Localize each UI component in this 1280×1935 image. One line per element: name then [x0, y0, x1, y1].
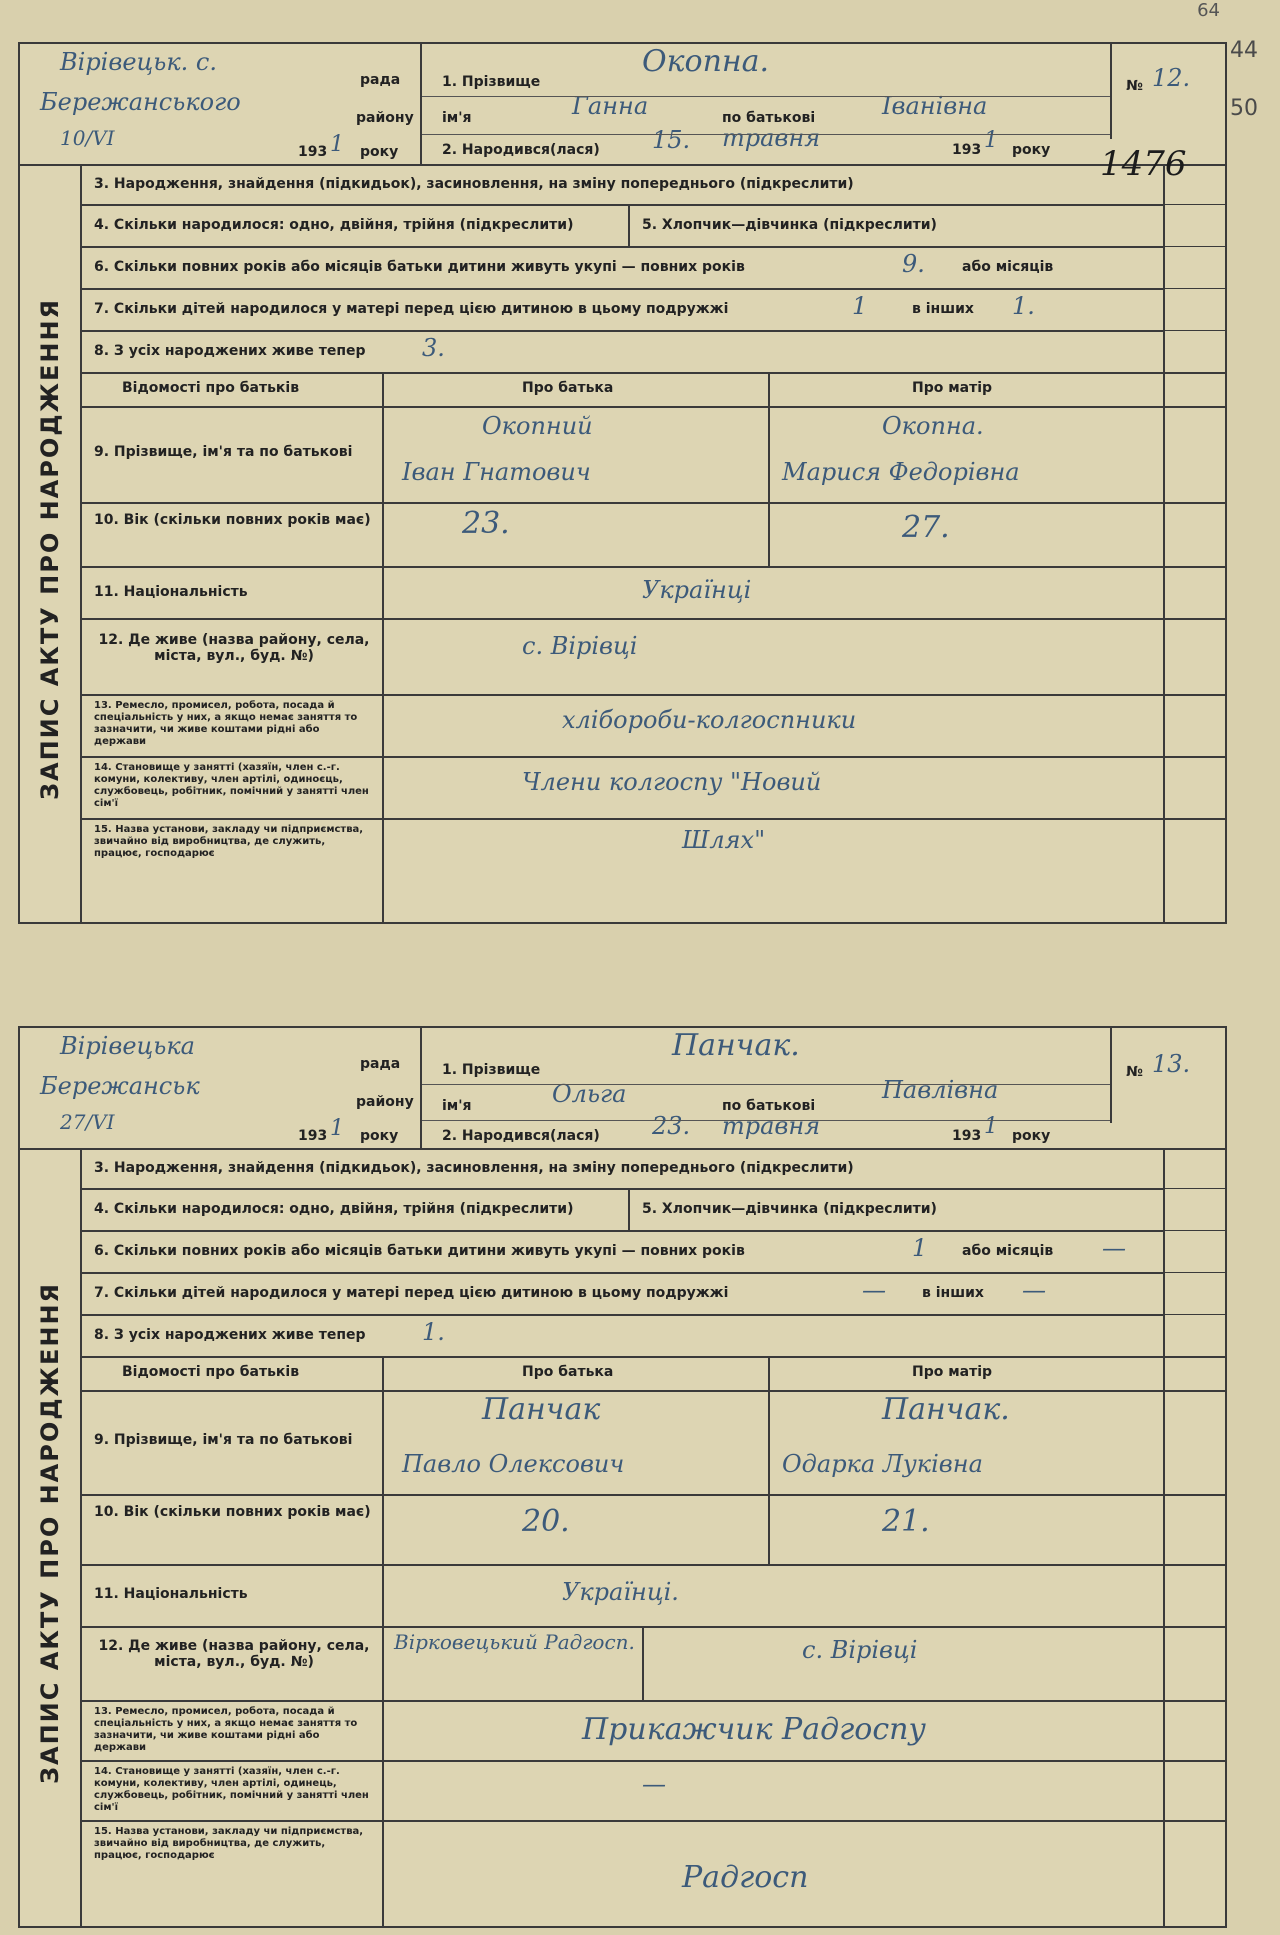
row-q4-q5 — [82, 204, 1165, 248]
mother-name: Одарка Луківна — [782, 1450, 983, 1478]
archive-stamp-number: 1476 — [1100, 144, 1187, 184]
q8-value: 1. — [422, 1318, 445, 1346]
father-surname: Панчак — [482, 1392, 601, 1427]
q12-label: 12. Де живе (назва району, села, міста, вул., буд. №) — [98, 1638, 370, 1670]
rada-label: рада — [360, 72, 401, 88]
side-title: ЗАПИС АКТУ ПРО НАРОДЖЕННЯ — [36, 297, 64, 801]
record-number-box — [1110, 44, 1227, 139]
born-day: 15. — [652, 126, 691, 154]
born-year-suffix: 1 — [984, 128, 998, 153]
q15-label: 15. Назва установи, закладу чи підприємства, звичайно від виробництва, де служить, працює, господарює — [94, 824, 364, 859]
registry-office-block — [20, 1028, 422, 1148]
row-q11 — [82, 1564, 1225, 1628]
q6-years: 1 — [912, 1234, 928, 1262]
row-q12 — [82, 1626, 1225, 1702]
q9-label: 9. Прізвище, ім'я та по батькові — [94, 444, 353, 460]
born-label: 2. Народився(лася) — [442, 142, 600, 158]
q7-label: 7. Скільки дітей народилося у матері перед цією дитиною в цьому подружжі — [94, 301, 729, 317]
q6-months-label: або місяців — [962, 259, 1054, 275]
year-suffix: 1 — [330, 1116, 344, 1141]
q15-label: 15. Назва установи, закладу чи підприємства, звичайно від виробництва, де служить, працює, господарює — [94, 1826, 364, 1861]
father-name: Павло Олексович — [402, 1450, 625, 1478]
rayon-value: Бережанськ — [40, 1072, 200, 1100]
divider — [422, 134, 1112, 135]
mother-surname: Окопна. — [882, 412, 984, 440]
institution: Радгосп — [682, 1860, 809, 1895]
mother-surname: Панчак. — [882, 1392, 1010, 1427]
rada-value: Вірівецька — [60, 1032, 195, 1060]
occupation: Прикажчик Радгоспу — [582, 1712, 926, 1747]
born-year-prefix: 193 — [952, 1128, 982, 1144]
position: Члени колгоспу "Новий — [522, 768, 822, 796]
q13-label: 13. Ремесло, промисел, робота, посада й спеціальність у них, а якщо немає заняття то зазначити, чи живе коштами рідні або держави — [94, 700, 358, 747]
child-name: Ганна — [572, 92, 649, 120]
row-q3 — [82, 1148, 1165, 1190]
side-title: ЗАПИС АКТУ ПРО НАРОДЖЕННЯ — [36, 1281, 64, 1785]
q7-other-marriages: — — [1022, 1276, 1046, 1304]
row-q8 — [82, 330, 1225, 374]
q7-other-label: в інших — [922, 1285, 984, 1301]
q13-label: 13. Ремесло, промисел, робота, посада й спеціальність у них, а якщо немає заняття то зазначити, чи живе коштами рідні або держави — [94, 1706, 358, 1753]
record-header — [20, 1028, 1225, 1150]
q10-label: 10. Вік (скільки повних років має) — [94, 512, 371, 528]
mother-name: Марися Федорівна — [782, 458, 1020, 486]
q8-label: 8. З усіх народжених живе тепер — [94, 1327, 366, 1343]
row-q9 — [82, 406, 1225, 504]
born-month: травня — [722, 124, 821, 152]
rada-value: Вірівецьк. с. — [60, 48, 217, 76]
row-q15 — [82, 1820, 1225, 1926]
parents-header: Відомості про батьків — [122, 1364, 300, 1380]
row-q15 — [82, 818, 1225, 922]
name-label: ім'я — [442, 1098, 472, 1114]
row-q13 — [82, 694, 1225, 758]
occupation: хлібороби-колгоспники — [562, 706, 857, 734]
year-label: року — [360, 1128, 399, 1144]
q4-label: 4. Скільки народилося: одно, двійня, трійня (підкреслити) — [94, 217, 574, 233]
q6-months: — — [1102, 1234, 1126, 1262]
q7-label: 7. Скільки дітей народилося у матері перед цією дитиною в цьому подружжі — [94, 1285, 729, 1301]
divider — [422, 1084, 1112, 1085]
record-body — [80, 1148, 1225, 1926]
child-name: Ольга — [552, 1080, 627, 1108]
child-surname: Панчак. — [672, 1028, 800, 1063]
row-q7 — [82, 288, 1165, 332]
nationality: Українці. — [562, 1578, 679, 1606]
nationality: Українці — [642, 576, 752, 604]
record-number-box — [1110, 1028, 1227, 1123]
parents-header-row — [82, 1356, 1225, 1392]
surname-label: 1. Прізвище — [442, 1062, 541, 1078]
q3-label: 3. Народження, знайдення (підкидьок), засиновлення, на зміну попереднього (підкреслити) — [94, 176, 854, 192]
born-year-prefix: 193 — [952, 142, 982, 158]
row-q6 — [82, 246, 1165, 290]
q8-label: 8. З усіх народжених живе тепер — [94, 343, 366, 359]
name-label: ім'я — [442, 110, 472, 126]
father-header: Про батька — [522, 380, 614, 396]
page-number: 64 — [1197, 0, 1220, 21]
margin-note-second: 50 — [1230, 96, 1258, 121]
q12-label: 12. Де живе (назва району, села, міста, вул., буд. №) — [98, 632, 370, 664]
q11-label: 11. Національність — [94, 1586, 248, 1602]
father-surname: Окопний — [482, 412, 593, 440]
row-q10 — [82, 502, 1225, 568]
birth-record-1 — [18, 42, 1227, 924]
q14-label: 14. Становище у занятті (хазяїн, член с.-г. комуни, колективу, член артілі, одиноєць, службовець, робітник, помічний у занятті член сім'ї — [94, 762, 369, 809]
child-patronymic: Іванівна — [882, 92, 988, 120]
child-surname: Окопна. — [642, 44, 770, 79]
number-label: № — [1126, 78, 1143, 94]
child-info-block — [422, 44, 1112, 164]
row-q6 — [82, 1230, 1165, 1274]
margin-note-top: 44 — [1230, 38, 1258, 63]
q9-label: 9. Прізвище, ім'я та по батькові — [94, 1432, 353, 1448]
q14-label: 14. Становище у занятті (хазяїн, член с.-г. комуни, колективу, член артілі, одинець, службовець, робітник, помічний у занятті член сім'ї — [94, 1766, 369, 1813]
row-q14 — [82, 756, 1225, 820]
row-q3 — [82, 164, 1165, 206]
rayon-label: району — [356, 1094, 414, 1110]
record-body — [80, 164, 1225, 922]
rayon-value: Бережанського — [40, 88, 241, 116]
year-label: року — [360, 144, 399, 160]
institution: Шлях" — [682, 826, 766, 854]
patronymic-label: по батькові — [722, 110, 816, 126]
rayon-label: району — [356, 110, 414, 126]
q11-label: 11. Національність — [94, 584, 248, 600]
surname-label: 1. Прізвище — [442, 74, 541, 90]
parents-header-row — [82, 372, 1225, 408]
row-q11 — [82, 566, 1225, 620]
mother-header: Про матір — [912, 380, 993, 396]
born-month: травня — [722, 1112, 821, 1140]
row-q10 — [82, 1494, 1225, 1566]
q7-this-marriage: — — [862, 1276, 886, 1304]
q6-label: 6. Скільки повних років або місяців батьки дитини живуть укупі — повних років — [94, 259, 745, 275]
parents-header: Відомості про батьків — [122, 380, 300, 396]
child-patronymic: Павлівна — [882, 1076, 999, 1104]
born-year-label: року — [1012, 1128, 1051, 1144]
residence: с. Вірівці — [522, 632, 638, 660]
born-day: 23. — [652, 1112, 691, 1140]
q8-value: 3. — [422, 334, 445, 362]
row-q14 — [82, 1760, 1225, 1822]
row-q4-q5 — [82, 1188, 1165, 1232]
position: — — [642, 1770, 666, 1798]
year-prefix: 193 — [298, 1128, 328, 1144]
born-label: 2. Народився(лася) — [442, 1128, 600, 1144]
q7-other-marriages: 1. — [1012, 292, 1035, 320]
q5-label: 5. Хлопчик—дівчинка (підкреслити) — [642, 217, 937, 233]
patronymic-label: по батькові — [722, 1098, 816, 1114]
registration-date: 27/VI — [60, 1110, 115, 1134]
father-age: 23. — [462, 506, 510, 541]
birth-record-2 — [18, 1026, 1227, 1928]
record-number: 12. — [1152, 64, 1191, 92]
row-q7 — [82, 1272, 1165, 1316]
born-year-label: року — [1012, 142, 1051, 158]
mother-age: 27. — [902, 510, 950, 545]
divider — [422, 1120, 1112, 1121]
record-header — [20, 44, 1225, 166]
registration-date: 10/VI — [60, 126, 115, 150]
father-name: Іван Гнатович — [402, 458, 591, 486]
rada-label: рада — [360, 1056, 401, 1072]
father-header: Про батька — [522, 1364, 614, 1380]
row-q9 — [82, 1390, 1225, 1496]
mother-age: 21. — [882, 1504, 930, 1539]
born-year-suffix: 1 — [984, 1114, 998, 1139]
mother-residence: с. Вірівці — [802, 1636, 918, 1664]
father-residence: Вірковецький Радгосп. — [394, 1630, 635, 1654]
row-q13 — [82, 1700, 1225, 1762]
q5-label: 5. Хлопчик—дівчинка (підкреслити) — [642, 1201, 937, 1217]
registry-office-block — [20, 44, 422, 164]
row-q12 — [82, 618, 1225, 696]
q7-this-marriage: 1 — [852, 292, 868, 320]
q10-label: 10. Вік (скільки повних років має) — [94, 1504, 371, 1520]
father-age: 20. — [522, 1504, 570, 1539]
year-prefix: 193 — [298, 144, 328, 160]
mother-header: Про матір — [912, 1364, 993, 1380]
divider — [422, 96, 1112, 97]
row-q8 — [82, 1314, 1225, 1358]
q7-other-label: в інших — [912, 301, 974, 317]
q6-months-label: або місяців — [962, 1243, 1054, 1259]
q6-label: 6. Скільки повних років або місяців батьки дитини живуть укупі — повних років — [94, 1243, 745, 1259]
year-suffix: 1 — [330, 132, 344, 157]
child-info-block — [422, 1028, 1112, 1148]
number-label: № — [1126, 1064, 1143, 1080]
q4-label: 4. Скільки народилося: одно, двійня, трійня (підкреслити) — [94, 1201, 574, 1217]
q3-label: 3. Народження, знайдення (підкидьок), засиновлення, на зміну попереднього (підкреслити) — [94, 1160, 854, 1176]
q6-years: 9. — [902, 250, 925, 278]
record-number: 13. — [1152, 1050, 1191, 1078]
